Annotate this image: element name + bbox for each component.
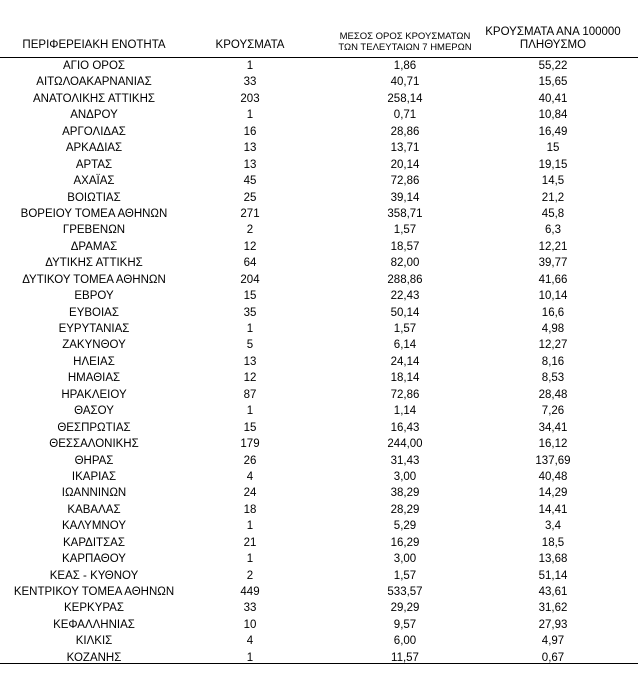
table-row (0, 239, 638, 255)
cell-cases: 87 (243, 388, 257, 401)
cell-cases-per-100k: 10,84 (538, 109, 568, 122)
cell-cases-per-100k: 21,2 (541, 191, 565, 204)
cell-region: ΕΥΒΟΙΑΣ (69, 306, 119, 319)
cell-seven-day-average: 0,71 (393, 109, 417, 122)
cell-cases: 1 (246, 651, 254, 664)
table-body (0, 58, 638, 666)
header-cases-per-100k-line2: ΠΛΗΘΥΣΜΟ (519, 39, 587, 52)
cell-cases-per-100k: 137,69 (535, 454, 571, 467)
cell-cases-per-100k: 4,97 (541, 635, 565, 648)
table-row (0, 584, 638, 600)
cell-region: ΚΙΛΚΙΣ (75, 635, 113, 648)
table-row (0, 140, 638, 156)
cell-region: ΒΟΡΕΙΟΥ ΤΟΜΕΑ ΑΘΗΝΩΝ (20, 207, 168, 220)
cell-seven-day-average: 1,57 (393, 323, 417, 335)
cell-region: ΚΕΡΚΥΡΑΣ (64, 602, 124, 615)
cell-region: ΗΡΑΚΛΕΙΟΥ (61, 388, 127, 401)
cell-region: ΚΑΡΔΙΤΣΑΣ (63, 536, 125, 549)
cell-cases-per-100k: 8,53 (541, 372, 565, 385)
cell-cases: 45 (243, 175, 257, 188)
cell-cases-per-100k: 0,67 (541, 651, 565, 664)
table-row (0, 107, 638, 123)
cell-region: ΑΧΑΪΑΣ (73, 175, 115, 188)
table-row (0, 58, 638, 74)
cell-seven-day-average: 533,57 (387, 586, 423, 598)
cell-cases-per-100k: 3,4 (545, 520, 561, 533)
cell-region: ΑΙΤΩΛΟΑΚΑΡΝΑΝΙΑΣ (36, 76, 152, 89)
cell-seven-day-average: 18,57 (390, 240, 420, 253)
cell-region: ΖΑΚΥΝΘΟΥ (62, 339, 126, 352)
table-row (0, 91, 638, 107)
cell-cases-per-100k: 7,26 (541, 405, 565, 418)
cell-cases-per-100k: 43,61 (538, 586, 568, 598)
cell-region: ΑΓΙΟ ΟΡΟΣ (62, 60, 125, 72)
cell-cases-per-100k: 40,41 (538, 92, 568, 105)
cell-region: ΘΕΣΠΡΩΤΙΑΣ (57, 421, 131, 434)
table-row (0, 173, 638, 189)
table-row (0, 403, 638, 419)
cell-cases: 25 (243, 191, 257, 204)
cell-region: ΚΑΛΥΜΝΟΥ (62, 520, 126, 533)
cell-cases: 16 (243, 125, 257, 138)
cell-seven-day-average: 5,29 (393, 520, 417, 533)
header-cases-per-100k-line1: ΚΡΟΥΣΜΑΤΑ ΑΝΑ 100000 (485, 25, 621, 38)
cell-seven-day-average: 24,14 (390, 355, 420, 368)
table-row (0, 518, 638, 534)
cell-region: ΑΝΑΤΟΛΙΚΗΣ ΑΤΤΙΚΗΣ (32, 92, 155, 105)
cell-cases: 33 (243, 76, 257, 89)
cell-seven-day-average: 28,86 (390, 125, 420, 138)
table-row (0, 321, 638, 337)
cell-region: ΒΟΙΩΤΙΑΣ (67, 191, 121, 204)
cell-seven-day-average: 16,43 (390, 421, 420, 434)
cell-seven-day-average: 28,29 (390, 503, 420, 516)
cell-cases: 13 (243, 158, 257, 171)
cell-seven-day-average: 50,14 (390, 306, 420, 319)
table-row (0, 288, 638, 304)
cell-seven-day-average: 72,86 (390, 175, 420, 188)
cell-seven-day-average: 1,86 (393, 60, 417, 72)
table-row (0, 337, 638, 353)
cell-region: ΚΕΦΑΛΛΗΝΙΑΣ (53, 618, 135, 631)
table-row (0, 387, 638, 403)
table-row (0, 206, 638, 222)
cell-seven-day-average: 29,29 (390, 602, 420, 615)
cell-region: ΚΕΝΤΡΙΚΟΥ ΤΟΜΕΑ ΑΘΗΝΩΝ (13, 586, 175, 598)
table-row (0, 255, 638, 271)
cell-cases: 24 (243, 487, 257, 500)
cell-seven-day-average: 288,86 (387, 273, 423, 286)
cell-seven-day-average: 6,00 (393, 635, 417, 648)
cell-cases: 18 (243, 503, 257, 516)
cell-cases-per-100k: 12,21 (538, 240, 568, 253)
cell-cases-per-100k: 10,14 (538, 290, 568, 303)
cell-cases-per-100k: 6,3 (545, 224, 561, 237)
cell-cases: 13 (243, 355, 257, 368)
cell-cases: 1 (246, 60, 254, 72)
header-cases-per-100k (478, 26, 628, 53)
cell-region: ΔΥΤΙΚΗΣ ΑΤΤΙΚΗΣ (45, 257, 143, 270)
cell-region: ΓΡΕΒΕΝΩΝ (62, 224, 126, 237)
cell-seven-day-average: 16,29 (390, 536, 420, 549)
cell-cases-per-100k: 14,41 (538, 503, 568, 516)
header-seven-day-average (320, 31, 490, 53)
table-header (0, 0, 638, 57)
cell-cases-per-100k: 51,14 (538, 569, 568, 582)
table-row (0, 420, 638, 436)
cell-cases: 1 (246, 553, 254, 566)
cell-seven-day-average: 72,86 (390, 388, 420, 401)
table-row (0, 469, 638, 485)
cell-cases-per-100k: 27,93 (538, 618, 568, 631)
cell-region: ΚΕΑΣ - ΚΥΘΝΟΥ (49, 569, 139, 582)
cell-seven-day-average: 9,57 (393, 618, 417, 631)
cell-region: ΙΩΑΝΝΙΝΩΝ (61, 487, 127, 500)
cell-cases: 1 (246, 323, 254, 335)
cell-cases: 13 (243, 142, 257, 155)
cell-cases-per-100k: 16,12 (538, 438, 568, 451)
table-row (0, 568, 638, 584)
cell-cases: 12 (243, 372, 257, 385)
cell-cases-per-100k: 40,48 (538, 470, 568, 483)
cell-seven-day-average: 358,71 (387, 207, 423, 220)
cell-cases-per-100k: 45,8 (541, 207, 565, 220)
cell-seven-day-average: 1,57 (393, 569, 417, 582)
cell-seven-day-average: 22,43 (390, 290, 420, 303)
cell-cases: 2 (246, 224, 254, 237)
header-cases: ΚΡΟΥΣΜΑΤΑ (215, 39, 285, 52)
table-row (0, 354, 638, 370)
cell-cases-per-100k: 13,68 (538, 553, 568, 566)
cell-seven-day-average: 20,14 (390, 158, 420, 171)
cell-cases: 449 (240, 586, 260, 598)
cell-cases: 21 (243, 536, 257, 549)
cell-seven-day-average: 31,43 (390, 454, 420, 467)
table-row (0, 190, 638, 206)
table-row (0, 124, 638, 140)
cell-seven-day-average: 13,71 (390, 142, 420, 155)
cell-region: ΗΛΕΙΑΣ (73, 355, 115, 368)
cell-cases: 12 (243, 240, 257, 253)
cell-region: ΘΑΣΟΥ (74, 405, 114, 418)
cell-cases: 5 (246, 339, 254, 352)
table-row (0, 485, 638, 501)
cell-region: ΔΥΤΙΚΟΥ ΤΟΜΕΑ ΑΘΗΝΩΝ (22, 273, 166, 286)
cell-seven-day-average: 244,00 (387, 438, 423, 451)
header-seven-day-average-line2: ΤΩΝ ΤΕΛΕΥΤΑΙΩΝ 7 ΗΜΕΡΩΝ (338, 41, 472, 53)
cell-region: ΕΥΡΥΤΑΝΙΑΣ (58, 323, 130, 335)
cell-cases-per-100k: 31,62 (538, 602, 568, 615)
cell-region: ΘΗΡΑΣ (74, 454, 114, 467)
cell-seven-day-average: 258,14 (387, 92, 423, 105)
cell-seven-day-average: 18,14 (390, 372, 420, 385)
table-row (0, 222, 638, 238)
cell-cases: 203 (240, 92, 260, 105)
cell-region: ΑΝΔΡΟΥ (70, 109, 118, 122)
cell-seven-day-average: 1,14 (393, 405, 417, 418)
table-row (0, 453, 638, 469)
cell-cases: 35 (243, 306, 257, 319)
cell-cases: 33 (243, 602, 257, 615)
cell-cases: 10 (243, 618, 257, 631)
cell-cases-per-100k: 12,27 (538, 339, 568, 352)
cell-cases: 1 (246, 520, 254, 533)
cell-seven-day-average: 38,29 (390, 487, 420, 500)
header-region: ΠΕΡΙΦΕΡΕΙΑΚΗ ΕΝΟΤΗΤΑ (22, 39, 166, 52)
cell-region: ΚΑΒΑΛΑΣ (67, 503, 121, 516)
cell-cases-per-100k: 16,6 (541, 306, 565, 319)
cell-region: ΑΡΓΟΛΙΔΑΣ (62, 125, 126, 138)
cell-cases: 1 (246, 405, 254, 418)
cell-cases-per-100k: 15,65 (538, 76, 568, 89)
table-row (0, 370, 638, 386)
cell-region: ΗΜΑΘΙΑΣ (67, 372, 121, 385)
table-row (0, 157, 638, 173)
cell-cases-per-100k: 34,41 (538, 421, 568, 434)
cell-cases: 1 (246, 109, 254, 122)
cell-region: ΑΡΤΑΣ (75, 158, 113, 171)
cell-region: ΘΕΣΣΑΛΟΝΙΚΗΣ (49, 438, 139, 451)
cell-cases: 4 (246, 470, 254, 483)
cell-cases: 179 (240, 438, 260, 451)
cell-seven-day-average: 39,14 (390, 191, 420, 204)
cell-seven-day-average: 11,57 (391, 651, 419, 664)
cell-cases-per-100k: 14,29 (538, 487, 568, 500)
cell-cases: 4 (246, 635, 254, 648)
cell-region: ΔΡΑΜΑΣ (70, 240, 118, 253)
table-row (0, 74, 638, 90)
cell-region: ΙΚΑΡΙΑΣ (71, 470, 117, 483)
cell-cases-per-100k: 55,22 (538, 60, 568, 72)
cell-region: ΑΡΚΑΔΙΑΣ (65, 142, 123, 155)
table-row (0, 551, 638, 567)
cell-cases-per-100k: 41,66 (538, 273, 568, 286)
header-seven-day-average-line1: ΜΕΣΟΣ ΟΡΟΣ ΚΡΟΥΣΜΑΤΩΝ (339, 30, 471, 42)
cell-seven-day-average: 82,00 (390, 257, 420, 270)
cell-cases: 204 (240, 273, 260, 286)
cell-seven-day-average: 1,57 (393, 224, 417, 237)
cell-seven-day-average: 3,00 (393, 470, 417, 483)
table-bottom-rule (0, 663, 638, 664)
cell-cases: 271 (240, 207, 260, 220)
cell-cases-per-100k: 15 (546, 142, 560, 155)
table-row (0, 502, 638, 518)
cell-cases: 15 (243, 290, 257, 303)
cell-cases-per-100k: 4,98 (541, 323, 565, 335)
cell-cases-per-100k: 16,49 (538, 125, 568, 138)
cell-cases: 26 (243, 454, 257, 467)
table-row (0, 305, 638, 321)
cell-region: ΚΑΡΠΑΘΟΥ (62, 553, 126, 566)
cell-seven-day-average: 40,71 (390, 76, 420, 89)
cell-cases-per-100k: 28,48 (538, 388, 568, 401)
cell-cases-per-100k: 14,5 (541, 175, 565, 188)
table-row (0, 617, 638, 633)
cell-cases-per-100k: 39,77 (538, 257, 568, 270)
table-row (0, 535, 638, 551)
cell-cases-per-100k: 18,5 (541, 536, 565, 549)
table-row (0, 600, 638, 616)
cell-cases: 15 (243, 421, 257, 434)
cell-region: ΚΟΖΑΝΗΣ (66, 651, 122, 664)
table-row (0, 633, 638, 649)
cell-seven-day-average: 3,00 (393, 553, 417, 566)
table-row (0, 272, 638, 288)
cell-cases-per-100k: 19,15 (538, 158, 568, 171)
cell-region: ΕΒΡΟΥ (74, 290, 114, 303)
cell-cases-per-100k: 8,16 (541, 355, 565, 368)
cell-cases: 2 (246, 569, 254, 582)
table-row (0, 436, 638, 452)
cell-seven-day-average: 6,14 (393, 339, 417, 352)
cell-cases: 64 (243, 257, 257, 270)
